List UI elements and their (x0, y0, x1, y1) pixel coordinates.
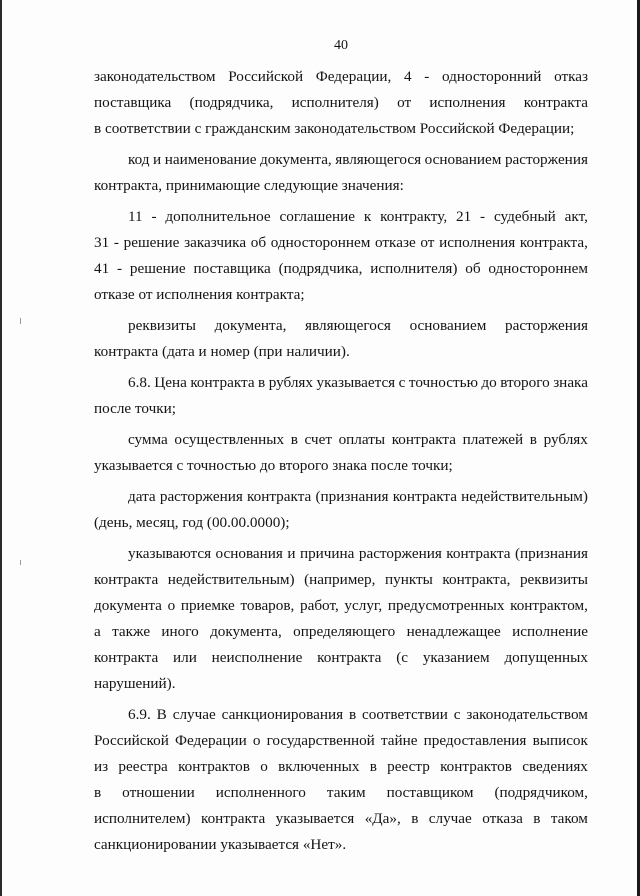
word: контракта (190, 374, 255, 391)
word: одностороннем (488, 260, 588, 277)
text-line (94, 645, 588, 671)
word: односторонний (441, 68, 542, 85)
word: основанием (424, 151, 502, 168)
word: указываются (128, 545, 212, 562)
text-line: контракта (дата и номер (при наличии). (94, 343, 350, 360)
word: (подрядчика, (278, 260, 363, 277)
word: приемке (180, 597, 235, 614)
word: в (529, 431, 537, 448)
text-line: отказе от исполнения контракта; (94, 286, 305, 303)
word: о (260, 758, 268, 775)
text-line: нарушений). (94, 675, 176, 692)
text-line (94, 702, 588, 728)
word: 6.9. (128, 706, 151, 723)
word: законодательством (94, 68, 216, 85)
text-line (94, 484, 588, 510)
word: контракта (446, 545, 511, 562)
word: выписок (532, 732, 588, 749)
word: указывается (275, 810, 355, 827)
word: расторжения (505, 317, 588, 334)
word: контракта (247, 488, 312, 505)
word: - (151, 208, 157, 225)
word: контрактов (440, 758, 512, 775)
text-line (94, 230, 588, 256)
word: поставщика (193, 260, 271, 277)
word: документа, (210, 623, 282, 640)
page-number: 40 (334, 38, 348, 53)
word: оплаты (338, 431, 386, 448)
text-line: в соответствии с гражданским законодательством Российской Федерации; (94, 120, 575, 137)
word: таким (326, 784, 366, 801)
word: заказчика (184, 234, 247, 251)
word: наименование (164, 151, 257, 168)
word: товаров, (240, 597, 295, 614)
word: рублях (543, 431, 588, 448)
word: тайне (380, 732, 418, 749)
word: таком (550, 810, 588, 827)
word: 41 (94, 260, 110, 277)
word: платежей (462, 431, 524, 448)
word: расторжения (358, 545, 442, 562)
word: исполнения (429, 94, 506, 111)
word: знака (553, 374, 588, 391)
word: отказа (482, 810, 523, 827)
text-line (94, 728, 588, 754)
word: контракта (392, 488, 457, 505)
text-line (94, 370, 588, 396)
word: случае (428, 810, 472, 827)
word: работ, (300, 597, 339, 614)
word: осуществленных (174, 431, 285, 448)
word: Российской (228, 68, 304, 85)
word: указанием (422, 649, 490, 666)
word: основанием (409, 317, 487, 334)
word: являющегося (305, 317, 391, 334)
word: (с (396, 649, 409, 666)
word: рублях (268, 374, 313, 391)
word: - (424, 68, 430, 85)
word: реестр (387, 758, 430, 775)
word: Федерации (174, 732, 247, 749)
word: случае (172, 706, 216, 723)
word: о (252, 732, 261, 749)
word: документа, (260, 151, 332, 168)
document-body (94, 64, 588, 858)
word: в (348, 706, 357, 723)
text-line (94, 90, 588, 116)
word: реквизиты (519, 571, 588, 588)
word: контракта (523, 94, 588, 111)
text-line (94, 256, 588, 282)
word: ненадлежащее (406, 623, 501, 640)
word: документа, (214, 317, 287, 334)
word: расторжения (159, 488, 243, 505)
word: 11 (128, 208, 143, 225)
text-line (94, 567, 588, 593)
word: включенных (278, 758, 360, 775)
word: с (398, 374, 406, 391)
word: решение (123, 234, 180, 251)
word: Российской (94, 732, 169, 749)
word: в (369, 758, 377, 775)
word: контракта (317, 649, 382, 666)
word: в (533, 810, 541, 827)
word: поставщика (94, 94, 172, 111)
word: исполнителем) (94, 810, 191, 827)
text-line: (день, месяц, год (00.00.0000); (94, 514, 290, 531)
word: а (94, 623, 101, 640)
word: услуг, (344, 597, 383, 614)
word: 21 (455, 208, 472, 225)
word: к (363, 208, 372, 225)
word: в (411, 810, 419, 827)
word: (например, (304, 571, 376, 588)
word: контракта (94, 571, 159, 588)
word: Федерации, (315, 68, 392, 85)
word: реестра (118, 758, 168, 775)
word: об (465, 260, 481, 277)
word: - (480, 208, 486, 225)
word: сведениях (522, 758, 588, 775)
word: - (117, 260, 123, 277)
text-line (94, 754, 588, 780)
word: неисполнение (211, 649, 303, 666)
word: исполненного (215, 784, 306, 801)
word: законодательством (466, 706, 588, 723)
word: и (153, 151, 162, 168)
word: контракта, (442, 571, 511, 588)
word: контракта (94, 649, 159, 666)
text-line (94, 619, 588, 645)
word: отказе (375, 234, 416, 251)
word: отказ (554, 68, 588, 85)
word: предусмотренных (387, 597, 505, 614)
word: (подрядчиком, (494, 784, 588, 801)
word: от (420, 234, 435, 251)
word: «Да», (364, 810, 401, 827)
word: судебный (493, 208, 556, 225)
word: точностью (408, 374, 478, 391)
word: (признания (315, 488, 389, 505)
text-line (94, 204, 588, 230)
word: с (453, 706, 461, 723)
word: 31 (94, 234, 110, 251)
word: дата (128, 488, 156, 505)
word: одностороннем (270, 234, 371, 251)
text-line (94, 541, 588, 567)
word: в (94, 784, 102, 801)
text-line (94, 806, 588, 832)
word: санкционирования (221, 706, 344, 723)
text-line: санкционировании указывается «Нет». (94, 836, 347, 853)
word: (подрядчика, (189, 94, 274, 111)
word: 6.8. (128, 374, 151, 391)
word: сумма (128, 431, 168, 448)
word: счет (304, 431, 332, 448)
word: контрактом, (510, 597, 588, 614)
word: контракта (391, 431, 456, 448)
word: пункты (384, 571, 433, 588)
word: контракта (200, 810, 266, 827)
word: дополнительное (165, 208, 271, 225)
scan-speck (20, 560, 21, 565)
scan-speck (20, 318, 21, 324)
word: недействительным) (167, 571, 295, 588)
word: соответствии (362, 706, 448, 723)
word: предоставления (423, 732, 527, 749)
word: из (94, 758, 109, 775)
text-line: контракта, принимающие следующие значения: (94, 177, 404, 194)
word: исполнения (439, 234, 516, 251)
word: В (156, 706, 167, 723)
text-line: после точки; (94, 400, 176, 417)
word: государственной (266, 732, 375, 749)
word: исполнителя) (291, 94, 379, 111)
word: об (250, 234, 267, 251)
word: основания (215, 545, 283, 562)
text-line: указывается с точностью до второго знака после точки; (94, 457, 453, 474)
word: до (481, 374, 497, 391)
word: Цена (154, 374, 187, 391)
word: допущенных (504, 649, 588, 666)
word: причина (299, 545, 355, 562)
word: акт, (564, 208, 588, 225)
word: в (258, 374, 266, 391)
word: второго (500, 374, 550, 391)
word: расторжения (504, 151, 588, 168)
word: или (173, 649, 197, 666)
word: являющегося (335, 151, 422, 168)
word: контракта, (519, 234, 588, 251)
word: в (290, 431, 298, 448)
word: код (128, 151, 150, 168)
word: недействительным) (461, 488, 588, 505)
word: исполнение (512, 623, 588, 640)
word: о (167, 597, 176, 614)
word: 4 (403, 68, 412, 85)
text-line (94, 64, 588, 90)
word: - (113, 234, 119, 251)
word: и (287, 545, 296, 562)
text-line (94, 593, 588, 619)
word: определяющего (293, 623, 396, 640)
word: от (397, 94, 412, 111)
scan-edge-left (0, 0, 2, 896)
word: исполнителя) (370, 260, 458, 277)
text-line (94, 427, 588, 453)
word: указывается (316, 374, 396, 391)
word: контракту, (380, 208, 448, 225)
word: поставщиком (386, 784, 474, 801)
word: отношении (122, 784, 195, 801)
word: иного (161, 623, 199, 640)
word: (признания (514, 545, 588, 562)
word: реквизиты (128, 317, 196, 334)
word: контрактов (178, 758, 250, 775)
text-line (94, 780, 588, 806)
text-line (94, 313, 588, 339)
word: соглашение (279, 208, 356, 225)
word: решение (129, 260, 186, 277)
text-line (94, 147, 588, 173)
word: также (112, 623, 151, 640)
word: документа (94, 597, 162, 614)
